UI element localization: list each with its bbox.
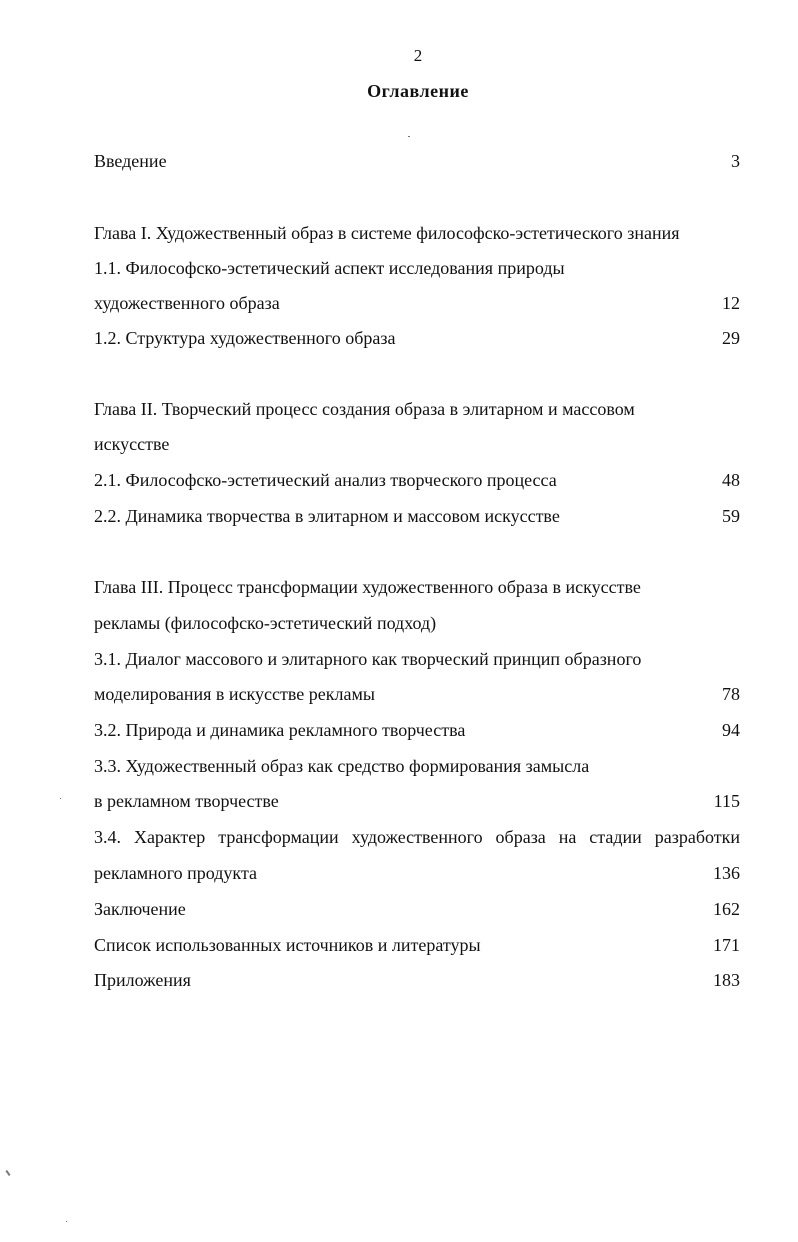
toc-entry-text: рекламного продукта: [94, 863, 258, 883]
toc-entry-section-1-1: [94, 255, 740, 281]
toc-entry-page: 162: [713, 899, 740, 919]
toc-entry-section-3-2: [94, 717, 740, 743]
toc-entry-text: 2.2. Динамика творчества в элитарном и массовом искусстве: [94, 506, 560, 526]
toc-entry-section-3-1: [94, 646, 740, 672]
toc-entry-text: 1.2. Структура художественного образа: [94, 328, 396, 348]
toc-entry-text: 3.4. Характер трансформации художественного образа на стадии разработки: [94, 827, 740, 847]
toc-entry-text: 1.1. Философско-эстетический аспект исследования природы: [94, 258, 565, 278]
scan-speck: [60, 798, 61, 799]
toc-entry-chapter-1: [94, 220, 740, 246]
toc-entry-appendices: [94, 967, 740, 993]
toc-entry-text: Глава III. Процесс трансформации художественного образа в искусстве: [94, 577, 641, 597]
toc-entry-page: 78: [722, 684, 740, 704]
toc-title: Оглавление: [367, 81, 469, 101]
toc-entry-text: Список использованных источников и литературы: [94, 935, 481, 955]
toc-entry-page: 171: [713, 935, 740, 955]
toc-entry-section-2-2: [94, 503, 740, 529]
toc-entry-section-3-4: [94, 824, 740, 850]
page-number: 2: [413, 46, 423, 65]
toc-entry-chapter-3: [94, 574, 740, 600]
toc-entry-section-1-2: [94, 325, 740, 351]
toc-entry-page: 29: [722, 328, 740, 348]
scan-speck: [408, 136, 410, 137]
toc-entry-text: Глава I. Художественный образ в системе философско-эстетического знания: [94, 223, 680, 243]
toc-entry-page: 12: [722, 293, 740, 313]
toc-entry-text: Приложения: [94, 970, 191, 990]
scan-speck: [66, 1221, 67, 1222]
toc-entry-bibliography: [94, 932, 740, 958]
toc-entry-section-3-3-cont: [94, 788, 740, 814]
toc-entry-chapter-2: [94, 396, 740, 422]
toc-entry-section-1-1-cont: [94, 290, 740, 316]
toc-entry-page: 48: [722, 470, 740, 490]
toc-entry-text: в рекламном творчестве: [94, 791, 279, 811]
scan-speck: [5, 1170, 10, 1176]
toc-entry-page: 3: [731, 151, 740, 171]
toc-entry-text: 3.2. Природа и динамика рекламного творчества: [94, 720, 466, 740]
toc-entry-section-3-3: [94, 753, 740, 779]
toc-entry-section-2-1: [94, 467, 740, 493]
toc-entry-text: Заключение: [94, 899, 186, 919]
toc-entry-text: Глава II. Творческий процесс создания образа в элитарном и массовом: [94, 399, 635, 419]
toc-entry-text: рекламы (философско-эстетический подход): [94, 613, 437, 633]
toc-entry-page: 115: [713, 791, 740, 811]
toc-entry-text: 3.1. Диалог массового и элитарного как творческий принцип образного: [94, 649, 642, 669]
toc-entry-section-3-4-cont: [94, 860, 740, 886]
toc-entry-page: 136: [713, 863, 740, 883]
toc-entry-text: 2.1. Философско-эстетический анализ творческого процесса: [94, 470, 557, 490]
toc-entry-section-3-1-cont: [94, 681, 740, 707]
toc-entry-text: моделирования в искусстве рекламы: [94, 684, 375, 704]
toc-entry-page: 94: [722, 720, 740, 740]
toc-entry-page: 183: [713, 970, 740, 990]
toc-entry-text: 3.3. Художественный образ как средство формирования замысла: [94, 756, 590, 776]
toc-entry-text: художественного образа: [94, 293, 280, 313]
toc-entry-text: искусстве: [94, 434, 170, 454]
toc-entry-page: 59: [722, 506, 740, 526]
toc-entry-chapter-3-cont: [94, 610, 740, 636]
toc-entry-introduction: [94, 148, 740, 174]
toc-entry-chapter-2-cont: [94, 431, 740, 457]
toc-entry-text: Введение: [94, 151, 167, 171]
toc-entry-conclusion: [94, 896, 740, 922]
